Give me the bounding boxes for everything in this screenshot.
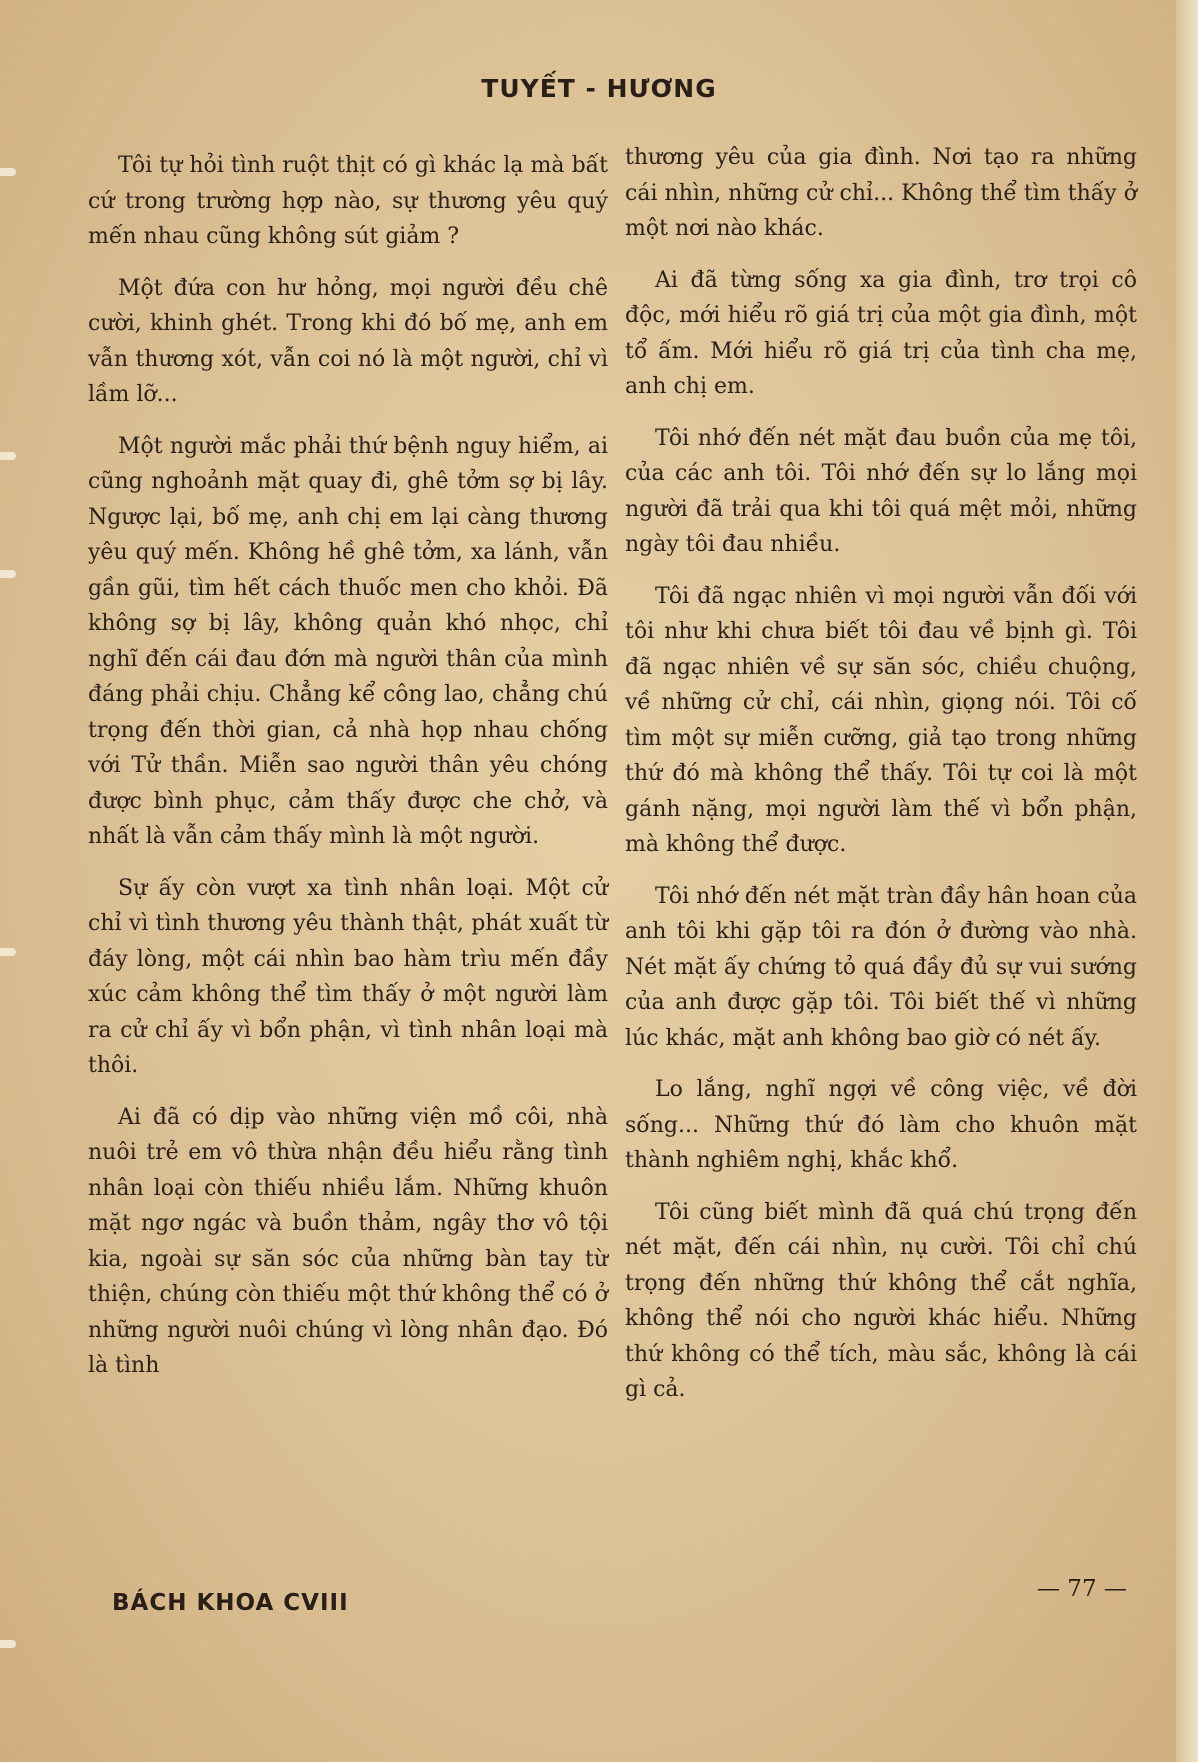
paragraph: thương yêu của gia đình. Nơi tạo ra những cái nhìn, những cử chỉ... Không thể tìm thấy ở một nơi nào khác.	[625, 145, 1137, 241]
publication-footer: BÁCH KHOA CVIII	[112, 1590, 349, 1616]
paragraph: Tôi tự hỏi tình ruột thịt có gì khác lạ mà bất cứ trong trường hợp nào, sự thương yêu quý mến nhau cũng không sút giảm ?	[88, 153, 608, 249]
paragraph: Tôi nhớ đến nét mặt tràn đầy hân hoan của anh tôi khi gặp tôi ra đón ở đường vào nhà. Nét mặt ấy chứng tỏ quá đầy đủ sự vui sướng của anh được gặp tôi. Tôi biết thế vì những lúc khác, mặt anh không bao giờ có nét ấy.	[625, 883, 1137, 1051]
paragraph: Ai đã từng sống xa gia đình, trơ trọi cô độc, mới hiểu rõ giá trị của một gia đình, một tổ ấm. Mới hiểu rõ giá trị của tình cha mẹ, anh chị em.	[625, 267, 1137, 399]
right-column	[625, 140, 1137, 1424]
binding-hole	[0, 168, 16, 176]
binding-hole	[0, 948, 16, 956]
left-column	[88, 148, 608, 1400]
page-number: — 77 —	[1037, 1576, 1127, 1602]
paragraph: Sự ấy còn vượt xa tình nhân loại. Một cử chỉ vì tình thương yêu thành thật, phát xuất từ đáy lòng, một cái nhìn bao hàm trìu mến đầy xúc cảm không thể tìm thấy ở một người làm ra cử chỉ ấy vì bổn phận, vì tình nhân loại mà thôi.	[88, 875, 608, 1078]
binding-hole	[0, 570, 16, 578]
page-edge	[1176, 0, 1198, 1762]
paragraph: Tôi đã ngạc nhiên vì mọi người vẫn đối với tôi như khi chưa biết tôi đau về bịnh gì. Tôi đã ngạc nhiên về sự săn sóc, chiều chuộng, về những cử chỉ, cái nhìn, giọng nói. Tôi cố tìm một sự miễn cưỡng, giả tạo trong những thứ đó mà không thể thấy. Tôi tự coi là một gánh nặng, mọi người làm thế vì bổn phận, mà không thể được.	[625, 583, 1137, 857]
running-header: TUYẾT - HƯƠNG	[481, 74, 717, 103]
paragraph: Một người mắc phải thứ bệnh nguy hiểm, ai cũng nghoảnh mặt quay đi, ghê tởm sợ bị lây. Ngược lại, bố mẹ, anh chị em lại càng thương yêu quý mến. Không hề ghê tởm, xa lánh, vẫn gần gũi, tìm hết cách thuốc men cho khỏi. Đã không sợ bị lây, không quản khó nhọc, chỉ nghĩ đến cái đau đớn mà người thân của mình đáng phải chịu. Chẳng kể công lao, chẳng chú trọng đến thời gian, cả nhà họp nhau chống với Tử thần. Miễn sao người thân yêu chóng được bình phục, cảm thấy được che chở, và nhất là vẫn cảm thấy mình là một người.	[88, 433, 608, 849]
paragraph: Ai đã có dịp vào những viện mồ côi, nhà nuôi trẻ em vô thừa nhận đều hiểu rằng tình nhân loại còn thiếu nhiều lắm. Những khuôn mặt ngơ ngác và buồn thảm, ngây thơ vô tội kia, ngoài sự săn sóc của những bàn tay từ thiện, chúng còn thiếu một thứ không thể có ở những người nuôi chúng vì lòng nhân đạo. Đó là tình	[88, 1104, 608, 1378]
paragraph: Một đứa con hư hỏng, mọi người đều chê cười, khinh ghét. Trong khi đó bố mẹ, anh em vẫn thương xót, vẫn coi nó là một người, chỉ vì lầm lỡ...	[88, 275, 608, 407]
paragraph: Tôi cũng biết mình đã quá chú trọng đến nét mặt, đến cái nhìn, nụ cười. Tôi chỉ chú trọng đến những thứ không thể cắt nghĩa, không thể nói cho người khác hiểu. Những thứ không có thể tích, màu sắc, không là cái gì cả.	[625, 1199, 1137, 1402]
paragraph: Tôi nhớ đến nét mặt đau buồn của mẹ tôi, của các anh tôi. Tôi nhớ đến sự lo lắng mọi người đã trải qua khi tôi quá mệt mỏi, những ngày tôi đau nhiều.	[625, 425, 1137, 557]
paragraph: Lo lắng, nghĩ ngợi về công việc, về đời sống... Những thứ đó làm cho khuôn mặt thành nghiêm nghị, khắc khổ.	[625, 1077, 1137, 1173]
binding-hole	[0, 452, 16, 460]
binding-hole	[0, 1640, 16, 1648]
